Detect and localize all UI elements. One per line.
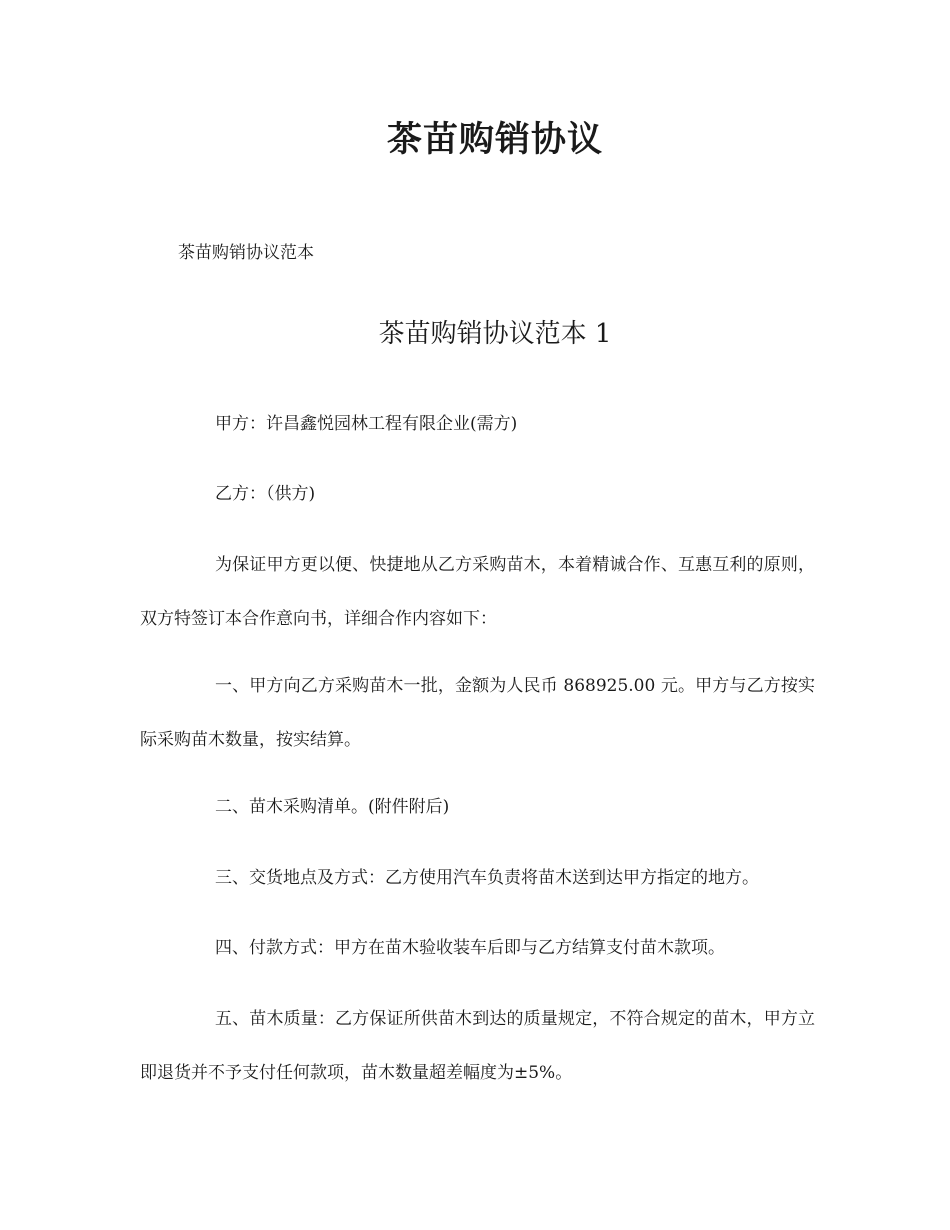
party-a-paragraph: 甲方：许昌鑫悦园林工程有限企业(需方) bbox=[215, 414, 518, 434]
document-subtitle: 茶苗购销协议范本 bbox=[178, 243, 314, 263]
clause-5-paragraph: 五、苗木质量：乙方保证所供苗木到达的质量规定，不符合规定的苗木，甲方立即退货并不予支付任何款项，苗木数量超差幅度为±5%。 bbox=[140, 1009, 815, 1083]
clause-1-paragraph: 一、甲方向乙方采购苗木一批，金额为人民币 868925.00 元。甲方与乙方按实际采购苗木数量，按实结算。 bbox=[140, 676, 815, 750]
party-b-paragraph: 乙方：（供方) bbox=[215, 484, 316, 504]
clause-2-paragraph: 二、苗木采购清单。(附件附后) bbox=[215, 797, 450, 817]
document-title: 茶苗购销协议 bbox=[386, 119, 603, 160]
clause-3-paragraph: 三、交货地点及方式：乙方使用汽车负责将苗木送到达甲方指定的地方。 bbox=[215, 868, 759, 888]
clause-4-paragraph: 四、付款方式：甲方在苗木验收装车后即与乙方结算支付苗木款项。 bbox=[215, 938, 725, 958]
intro-paragraph: 为保证甲方更以便、快捷地从乙方采购苗木，本着精诚合作、互惠互利的原则，双方特签订本合作意向书，详细合作内容如下： bbox=[140, 555, 815, 629]
section-title: 茶苗购销协议范本 1 bbox=[378, 319, 612, 349]
